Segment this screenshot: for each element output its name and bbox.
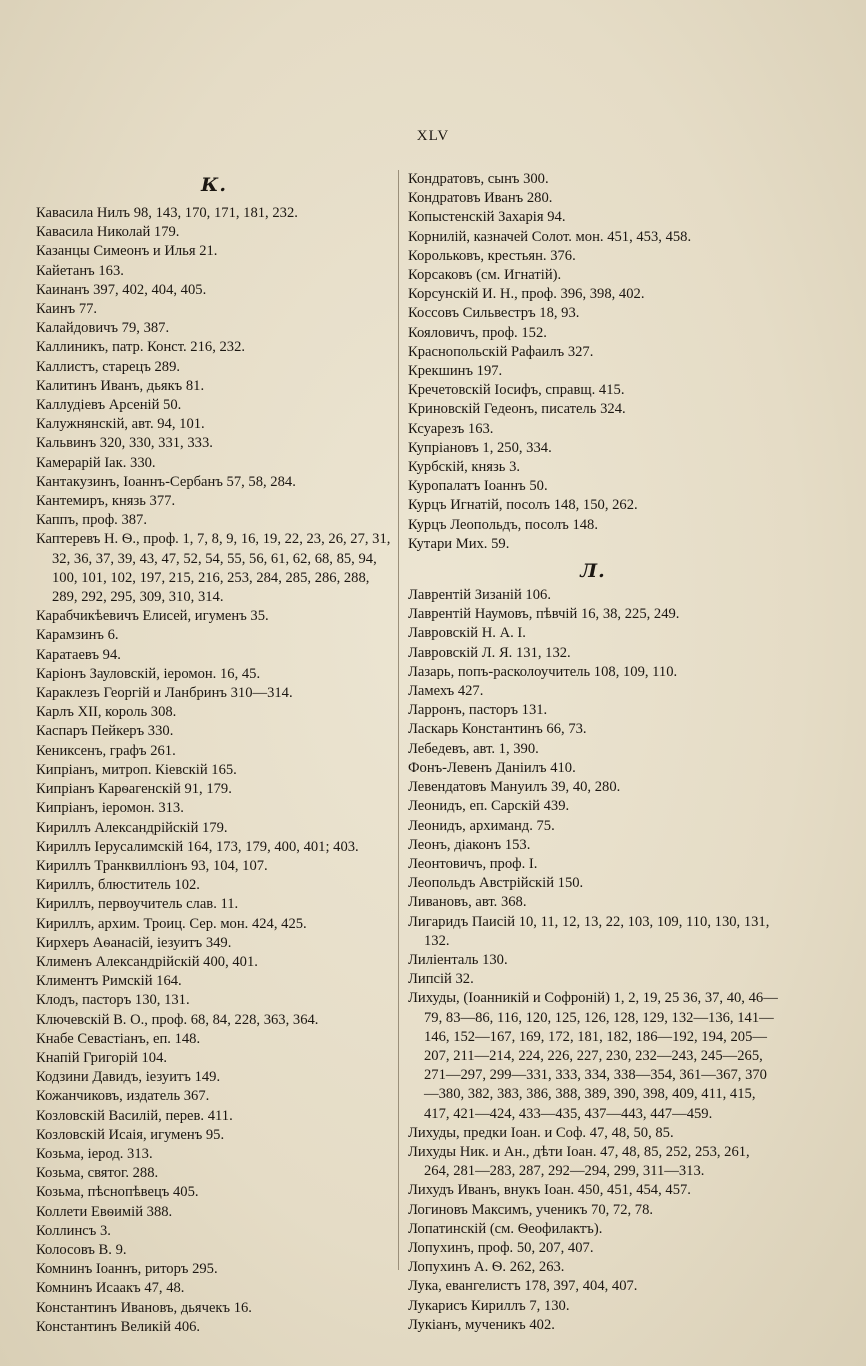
right-entries-l [408, 586, 778, 1335]
index-entry: Леонидъ, архиманд. 75. [408, 817, 555, 834]
index-entry: Краснопольскій Рафаилъ 327. [408, 343, 594, 360]
index-entry: Левендатовъ Мануилъ 39, 40, 280. [408, 779, 621, 796]
index-entry: Ламехъ 427. [408, 683, 484, 700]
index-entry: Кениксенъ, графъ 261. [36, 742, 176, 759]
index-entry: Кириллъ, первоучитель слав. 11. [36, 896, 239, 913]
index-entry: Каспаръ Пейкеръ 330. [36, 723, 174, 740]
index-entry: Кутари Мих. 59. [408, 535, 510, 552]
index-entry: Леопольдъ Австрійскій 150. [408, 875, 584, 892]
index-entry: Лаврентій Наумовъ, пѣвчій 16, 38, 225, 249. [408, 606, 680, 623]
index-entry: Лихуды Ник. и Ан., дѣти Іоан. 47, 48, 85, 252, 253, 261, 264, 281—283, 287, 292—294, 299, 311—313. [408, 1143, 750, 1180]
index-entry: Козловскій Исаія, игуменъ 95. [36, 1126, 225, 1143]
index-entry: Караклезъ Георгій и Ланбринъ 310—314. [36, 685, 293, 702]
index-entry: Лука, евангелистъ 178, 397, 404, 407. [408, 1278, 638, 1295]
index-entry: Кайетанъ 163. [36, 262, 124, 279]
right-entries-k [408, 170, 778, 554]
index-entry: Ксуарезъ 163. [408, 420, 494, 437]
index-entry: Лазарь, попъ-расколоучитель 108, 109, 110. [408, 663, 678, 680]
index-entry: Лиліенталь 130. [408, 951, 508, 968]
index-entry: Кантакузинъ, Іоаннъ-Сербанъ 57, 58, 284. [36, 473, 296, 490]
index-entry: Каллиникъ, патр. Конст. 216, 232. [36, 339, 246, 356]
index-entry: Леонъ, діаконъ 153. [408, 836, 531, 853]
index-entry: Клодъ, пасторъ 130, 131. [36, 992, 190, 1009]
index-entry: Курбскій, князь 3. [408, 459, 521, 476]
index-entry: Лавровскій Л. Я. 131, 132. [408, 644, 571, 661]
index-entry: Ларронъ, пасторъ 131. [408, 702, 548, 719]
index-entry: Кипріанъ, митроп. Кіевскій 165. [36, 761, 237, 778]
index-entry: Лаврентій Зизаній 106. [408, 587, 551, 604]
index-entry: Лопатинскій (см. Ѳеофилактъ). [408, 1220, 603, 1237]
index-entry: Крекшинъ 197. [408, 363, 503, 380]
index-entry: Каллудіевъ Арсеній 50. [36, 397, 182, 414]
index-entry: Каллистъ, старецъ 289. [36, 358, 181, 375]
index-entry: Коссовъ Сильвестръ 18, 93. [408, 305, 580, 322]
index-entry: Комнинъ Исаакъ 47, 48. [36, 1280, 185, 1297]
left-column [36, 172, 392, 1337]
index-entry: Курцъ Игнатій, посолъ 148, 150, 262. [408, 497, 638, 514]
index-entry: Корсунскій И. Н., проф. 396, 398, 402. [408, 286, 645, 303]
index-entry: Кириллъ Александрійскій 179. [36, 819, 228, 836]
left-entries [36, 204, 392, 1337]
index-entry: Корсаковъ (см. Игнатій). [408, 267, 562, 284]
index-entry: Лавровскій Н. А. I. [408, 625, 526, 642]
index-entry: Козьма, пѣснопѣвецъ 405. [36, 1184, 199, 1201]
index-entry: Лукіанъ, мученикъ 402. [408, 1316, 555, 1333]
index-entry: Каптеревъ Н. Ѳ., проф. 1, 7, 8, 9, 16, 19, 22, 23, 26, 27, 31, 32, 36, 37, 39, 43, 47, 52, 54, 55, 56, 61, 62, 68, 85, 94, 100, 101, 102, 197, 215, 216, 253, 284, 285, 286, 288, 289, 292, 295, 309, 310, 314. [36, 531, 391, 606]
index-entry: Лукарисъ Кириллъ 7, 130. [408, 1297, 570, 1314]
index-entry: Лихуды, предки Іоан. и Соф. 47, 48, 50, 85. [408, 1124, 674, 1141]
index-entry: Карамзинъ 6. [36, 627, 119, 644]
index-entry: Каріонъ Зауловскій, іеромон. 16, 45. [36, 665, 261, 682]
section-letter-k: К. [201, 174, 227, 196]
index-entry: Кавасила Николай 179. [36, 224, 180, 241]
index-entry: Лопухинъ А. Ѳ. 262, 263. [408, 1259, 565, 1276]
index-entry: Коллинсъ 3. [36, 1222, 111, 1239]
index-entry: Лигаридъ Паисій 10, 11, 12, 13, 22, 103, 109, 110, 130, 131, 132. [408, 913, 770, 949]
index-entry: Каппъ, проф. 387. [36, 512, 147, 529]
index-entry: Кавасила Нилъ 98, 143, 170, 171, 181, 232. [36, 205, 298, 221]
index-entry: Кирхеръ Аѳанасій, іезуитъ 349. [36, 934, 232, 951]
index-entry: Калайдовичъ 79, 387. [36, 320, 170, 337]
index-entry: Леонидъ, еп. Сарскій 439. [408, 798, 570, 815]
index-entry: Константинъ Великій 406. [36, 1318, 201, 1335]
index-entry: Леонтовичъ, проф. I. [408, 855, 538, 872]
index-entry: Кипріанъ Карѳагенскій 91, 179. [36, 781, 232, 798]
index-entry: Клименъ Александрійскій 400, 401. [36, 953, 258, 970]
index-entry: Карабчикѣевичъ Елисей, игуменъ 35. [36, 608, 269, 625]
index-entry: Коллети Евѳимій 388. [36, 1203, 173, 1220]
index-entry: Климентъ Римскій 164. [36, 973, 182, 990]
index-entry: Липсій 32. [408, 971, 474, 988]
index-entry: Кондратовъ, сынъ 300. [408, 171, 549, 187]
index-entry: Куропалатъ Іоаннъ 50. [408, 478, 548, 495]
index-entry: Камерарій Іак. 330. [36, 454, 156, 471]
index-entry: Козловскій Василій, перев. 411. [36, 1107, 233, 1124]
index-entry: Лебедевъ, авт. 1, 390. [408, 740, 539, 757]
index-entry: Кириллъ Іерусалимскій 164, 173, 179, 400, 401; 403. [36, 838, 359, 855]
index-entry: Каинанъ 397, 402, 404, 405. [36, 281, 207, 298]
index-entry: Ключевскій В. О., проф. 68, 84, 228, 363, 364. [36, 1011, 319, 1028]
index-entry: Лихуды, (Іоанникій и Софроній) 1, 2, 19, 25 36, 37, 40, 46—79, 83—86, 116, 120, 125, 126, 128, 129, 132—136, 141—146, 152—167, 169, 172, 181, 182, 186—192, 194, 205—207, 211—214, 224, 226, 227, 230, 232—243, 245—265, 271—297, 299—331, 333, 334, 338—354, 361—367, 370—380, 382, 383, 386, 388, 389, 390, 398, 409, 411, 415, 417, 421—424, 433—435, 437—443, 447—459. [408, 990, 778, 1122]
index-entry: Корнилій, казначей Солот. мон. 451, 453, 458. [408, 228, 692, 245]
index-entry: Калужнянскій, авт. 94, 101. [36, 416, 205, 433]
index-entry: Лопухинъ, проф. 50, 207, 407. [408, 1239, 594, 1256]
index-entry: Фонъ-Левенъ Даніилъ 410. [408, 759, 576, 776]
index-entry: Кальвинъ 320, 330, 331, 333. [36, 435, 213, 452]
index-entry: Кнабе Севастіанъ, еп. 148. [36, 1030, 201, 1047]
index-entry: Константинъ Ивановъ, дьячекъ 16. [36, 1299, 252, 1316]
index-entry: Логиновъ Максимъ, ученикъ 70, 72, 78. [408, 1201, 654, 1218]
index-entry: Корольковъ, крестьян. 376. [408, 247, 576, 264]
index-entry: Каратаевъ 94. [36, 646, 121, 663]
index-entry: Козьма, святог. 288. [36, 1165, 159, 1182]
right-column [408, 170, 778, 1335]
index-entry: Карлъ XII, король 308. [36, 704, 177, 721]
index-entry: Кипріанъ, іеромон. 313. [36, 800, 184, 817]
index-entry: Комнинъ Іоаннъ, риторъ 295. [36, 1261, 218, 1278]
index-entry: Кириллъ, архим. Троиц. Сер. мон. 424, 425. [36, 915, 307, 932]
section-letter-l: Л. [580, 560, 606, 583]
index-entry: Кодзини Давидъ, іезуитъ 149. [36, 1069, 221, 1086]
index-entry: Калитинъ Иванъ, дьякъ 81. [36, 377, 205, 394]
index-entry: Кондратовъ Иванъ 280. [408, 190, 553, 207]
index-entry: Ласкарь Константинъ 66, 73. [408, 721, 587, 738]
index-entry: Казанцы Симеонъ и Илья 21. [36, 243, 218, 260]
index-entry: Копыстенскій Захарія 94. [408, 209, 566, 226]
index-entry: Ливановъ, авт. 368. [408, 894, 527, 911]
index-entry: Колосовъ В. 9. [36, 1241, 127, 1258]
index-entry: Кнапій Григорій 104. [36, 1049, 168, 1066]
column-divider [398, 170, 399, 1270]
index-entry: Кириллъ, блюститель 102. [36, 877, 200, 894]
index-entry: Каинъ 77. [36, 301, 98, 318]
page-number: XLV [416, 128, 450, 144]
index-entry: Кояловичъ, проф. 152. [408, 324, 547, 341]
index-entry: Купріановъ 1, 250, 334. [408, 439, 552, 456]
index-entry: Лихудъ Иванъ, внукъ Іоан. 450, 451, 454, 457. [408, 1182, 691, 1199]
index-entry: Кириллъ Транквилліонъ 93, 104, 107. [36, 857, 268, 874]
index-entry: Курцъ Леопольдъ, посолъ 148. [408, 516, 598, 533]
index-entry: Кожанчиковъ, издатель 367. [36, 1088, 210, 1105]
index-entry: Козьма, іерод. 313. [36, 1145, 153, 1162]
index-entry: Криновскій Гедеонъ, писатель 324. [408, 401, 626, 418]
index-entry: Кантемиръ, князь 377. [36, 493, 176, 510]
index-entry: Кречетовскій Іосифъ, справщ. 415. [408, 382, 625, 399]
